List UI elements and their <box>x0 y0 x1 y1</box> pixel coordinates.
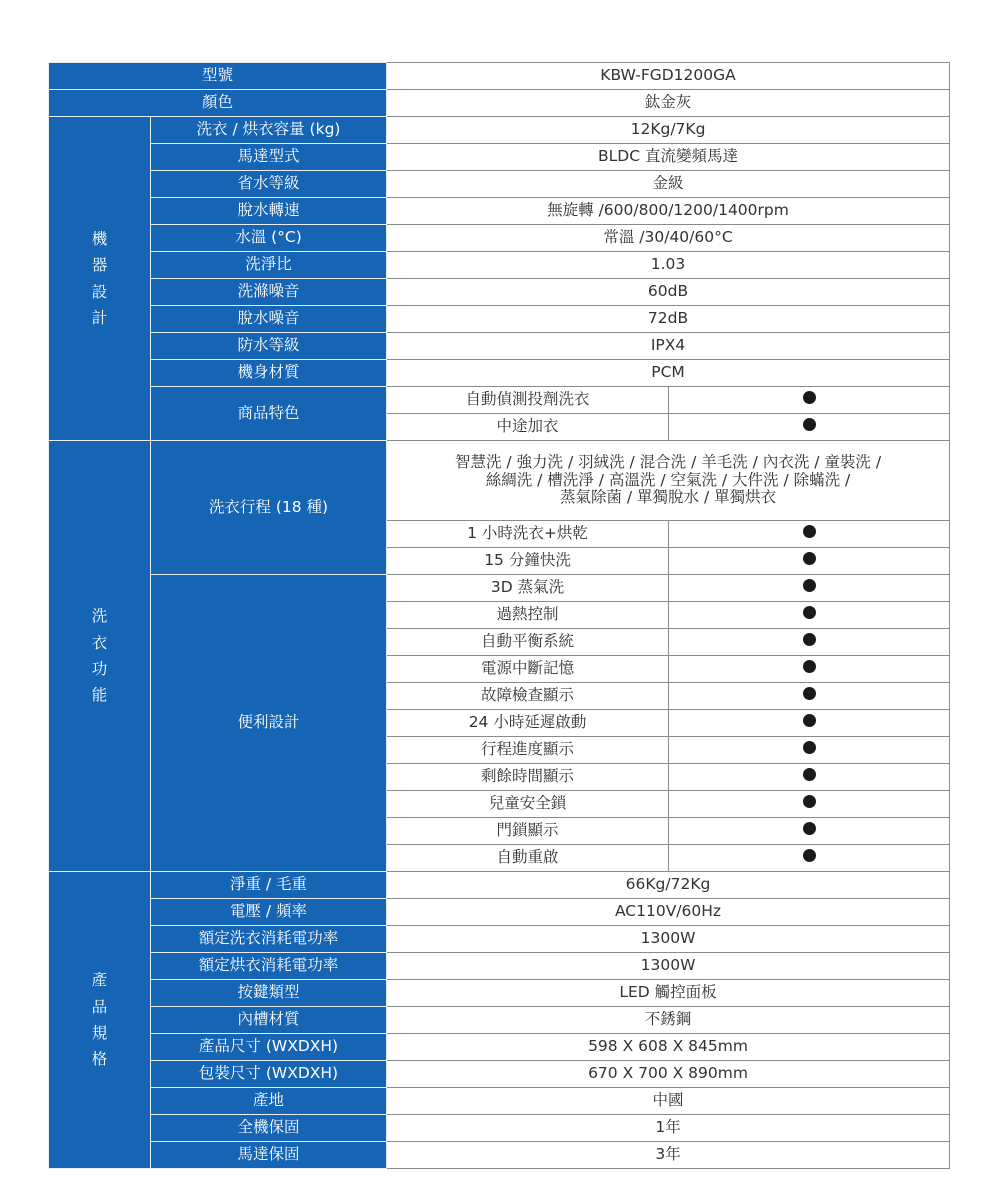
feature-name: 行程進度顯示 <box>387 737 669 764</box>
spec-value: 60dB <box>387 279 950 306</box>
spec-label: 馬達型式 <box>151 144 387 171</box>
feature-name: 兒童安全鎖 <box>387 791 669 818</box>
table-row <box>49 117 950 144</box>
feature-name: 過熱控制 <box>387 602 669 629</box>
feature-name: 中途加衣 <box>387 414 669 441</box>
category-char: 計 <box>91 308 108 327</box>
spec-label: 商品特色 <box>151 387 387 441</box>
category-char: 品 <box>91 997 108 1016</box>
spec-label: 額定洗衣消耗電功率 <box>151 926 387 953</box>
dot-icon <box>803 849 816 862</box>
dot-icon <box>803 768 816 781</box>
table-row <box>49 90 950 117</box>
spec-label: 洗衣行程 (18 種) <box>151 441 387 575</box>
table-row <box>49 387 950 414</box>
table-row <box>49 306 950 333</box>
category-char: 衣 <box>91 633 108 652</box>
feature-mark-cell <box>669 683 950 710</box>
dot-icon <box>803 606 816 619</box>
category-wash <box>49 441 151 872</box>
spec-label: 額定烘衣消耗電功率 <box>151 953 387 980</box>
category-char: 器 <box>91 256 108 275</box>
spec-label: 水溫 (°C) <box>151 225 387 252</box>
spec-label: 全機保固 <box>151 1115 387 1142</box>
table-row <box>49 360 950 387</box>
feature-name: 剩餘時間顯示 <box>387 764 669 791</box>
table-row <box>49 926 950 953</box>
feature-mark-cell <box>669 387 950 414</box>
spec-label: 型號 <box>49 63 387 90</box>
feature-name: 自動平衡系統 <box>387 629 669 656</box>
table-row <box>49 1034 950 1061</box>
category-char: 規 <box>91 1024 108 1042</box>
feature-mark-cell <box>669 737 950 764</box>
spec-value: 1300W <box>387 953 950 980</box>
spec-value: 12Kg/7Kg <box>387 117 950 144</box>
spec-value: 1300W <box>387 926 950 953</box>
dot-icon <box>803 391 816 404</box>
spec-label: 顏色 <box>49 90 387 117</box>
table-row <box>49 1115 950 1142</box>
feature-name: 24 小時延遲啟動 <box>387 710 669 737</box>
spec-value: 1.03 <box>387 252 950 279</box>
spec-label: 便利設計 <box>151 575 387 872</box>
feature-name: 自動偵測投劑洗衣 <box>387 387 669 414</box>
table-row <box>49 279 950 306</box>
spec-label: 洗淨比 <box>151 252 387 279</box>
table-row <box>49 575 950 602</box>
dot-icon <box>803 525 816 538</box>
feature-name: 1 小時洗衣+烘乾 <box>387 521 669 548</box>
spec-label: 洗滌噪音 <box>151 279 387 306</box>
spec-value: 598 X 608 X 845mm <box>387 1034 950 1061</box>
table-row <box>49 441 950 521</box>
table-row <box>49 1061 950 1088</box>
category-machine <box>49 117 151 441</box>
spec-table <box>48 62 950 1169</box>
program-line: 智慧洗 / 強力洗 / 羽絨洗 / 混合洗 / 羊毛洗 / 內衣洗 / 童裝洗 / <box>454 452 882 471</box>
category-char: 格 <box>91 1050 108 1069</box>
spec-label: 產地 <box>151 1088 387 1115</box>
dot-icon <box>803 552 816 565</box>
dot-icon <box>803 660 816 673</box>
feature-name: 故障檢查顯示 <box>387 683 669 710</box>
spec-value: PCM <box>387 360 950 387</box>
dot-icon <box>803 741 816 754</box>
dot-icon <box>803 687 816 700</box>
spec-label: 馬達保固 <box>151 1142 387 1169</box>
spec-value: KBW-FGD1200GA <box>387 63 950 90</box>
spec-label: 產品尺寸 (WXDXH) <box>151 1034 387 1061</box>
feature-mark-cell <box>669 710 950 737</box>
table-row <box>49 1088 950 1115</box>
spec-value: 3年 <box>387 1142 950 1169</box>
spec-value: 670 X 700 X 890mm <box>387 1061 950 1088</box>
feature-mark-cell <box>669 575 950 602</box>
feature-name: 自動重啟 <box>387 845 669 872</box>
table-row <box>49 899 950 926</box>
table-row <box>49 225 950 252</box>
table-row <box>49 144 950 171</box>
spec-label: 防水等級 <box>151 333 387 360</box>
spec-label: 包裝尺寸 (WXDXH) <box>151 1061 387 1088</box>
dot-icon <box>803 633 816 646</box>
spec-value: IPX4 <box>387 333 950 360</box>
spec-value: AC110V/60Hz <box>387 899 950 926</box>
spec-value: LED 觸控面板 <box>387 980 950 1007</box>
table-row <box>49 333 950 360</box>
feature-mark-cell <box>669 414 950 441</box>
spec-value: 鈦金灰 <box>387 90 950 117</box>
spec-label: 脫水噪音 <box>151 306 387 333</box>
spec-value: 不銹鋼 <box>387 1007 950 1034</box>
spec-label: 內槽材質 <box>151 1007 387 1034</box>
category-char: 能 <box>91 686 108 705</box>
spec-label: 電壓 / 頻率 <box>151 899 387 926</box>
program-line: 蒸氣除菌 / 單獨脫水 / 單獨烘衣 <box>559 488 777 507</box>
spec-label: 機身材質 <box>151 360 387 387</box>
spec-value: 1年 <box>387 1115 950 1142</box>
spec-label: 淨重 / 毛重 <box>151 872 387 899</box>
feature-mark-cell <box>669 521 950 548</box>
spec-value: BLDC 直流變頻馬達 <box>387 144 950 171</box>
table-row <box>49 63 950 90</box>
feature-mark-cell <box>669 764 950 791</box>
dot-icon <box>803 418 816 431</box>
feature-name: 電源中斷記憶 <box>387 656 669 683</box>
spec-label: 洗衣 / 烘衣容量 (kg) <box>151 117 387 144</box>
feature-mark-cell <box>669 629 950 656</box>
table-row <box>49 1007 950 1034</box>
feature-name: 15 分鐘快洗 <box>387 548 669 575</box>
category-product <box>49 872 151 1169</box>
spec-value: 金級 <box>387 171 950 198</box>
program-line: 絲綢洗 / 槽洗淨 / 高溫洗 / 空氣洗 / 大件洗 / 除蟎洗 / <box>485 470 851 489</box>
table-row <box>49 872 950 899</box>
feature-name: 3D 蒸氣洗 <box>387 575 669 602</box>
dot-icon <box>803 822 816 835</box>
category-char: 功 <box>91 660 108 678</box>
feature-mark-cell <box>669 602 950 629</box>
spec-value: 中國 <box>387 1088 950 1115</box>
feature-mark-cell <box>669 791 950 818</box>
feature-mark-cell <box>669 818 950 845</box>
category-char: 設 <box>91 282 108 301</box>
dot-icon <box>803 579 816 592</box>
category-char: 洗 <box>91 607 108 626</box>
spec-label: 脫水轉速 <box>151 198 387 225</box>
dot-icon <box>803 795 816 808</box>
feature-mark-cell <box>669 845 950 872</box>
category-char: 產 <box>91 971 108 990</box>
feature-mark-cell <box>669 548 950 575</box>
table-row <box>49 953 950 980</box>
spec-label: 省水等級 <box>151 171 387 198</box>
spec-label: 按鍵類型 <box>151 980 387 1007</box>
table-row <box>49 171 950 198</box>
spec-value: 無旋轉 /600/800/1200/1400rpm <box>387 198 950 225</box>
table-row <box>49 980 950 1007</box>
table-row <box>49 198 950 225</box>
table-row <box>49 1142 950 1169</box>
spec-value: 72dB <box>387 306 950 333</box>
feature-mark-cell <box>669 656 950 683</box>
table-row <box>49 252 950 279</box>
program-list <box>387 441 950 521</box>
feature-name: 門鎖顯示 <box>387 818 669 845</box>
spec-value: 常溫 /30/40/60°C <box>387 225 950 252</box>
dot-icon <box>803 714 816 727</box>
category-char: 機 <box>91 229 108 248</box>
spec-value: 66Kg/72Kg <box>387 872 950 899</box>
